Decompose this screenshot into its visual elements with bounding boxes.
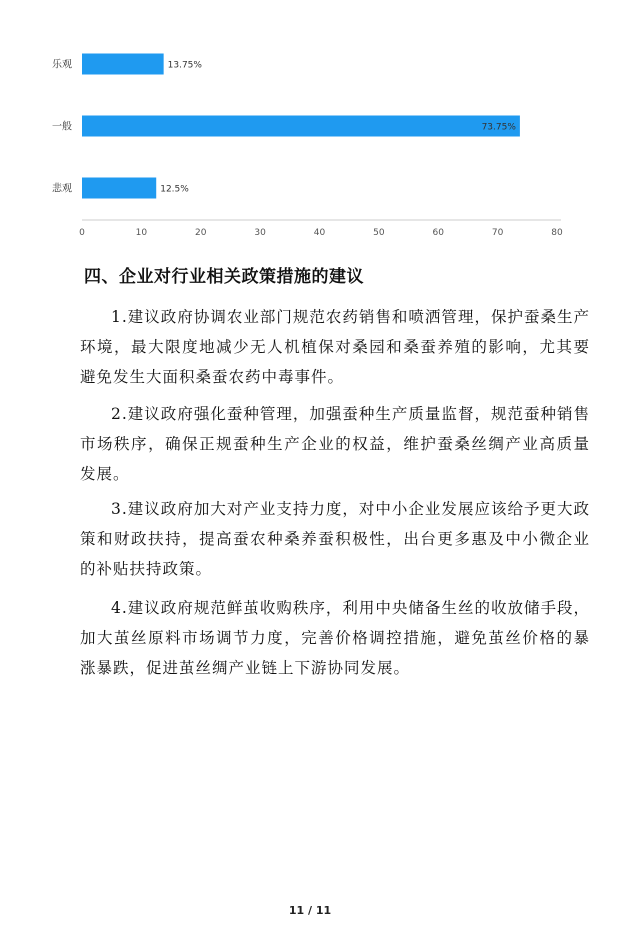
x-tick-label: 30 xyxy=(254,228,266,238)
paragraph-3: 3.建议政府加大对产业支持力度，对中小企业发展应该给予更大政策和财政扶持，提高蚕农种桑养蚕积极性，出台更多惠及中小微企业的补贴扶持政策。 xyxy=(80,500,590,578)
x-tick-label: 50 xyxy=(373,228,385,238)
x-tick-label: 0 xyxy=(79,228,85,238)
value-label: 73.75% xyxy=(481,122,516,133)
x-tick-label: 80 xyxy=(551,228,563,238)
category-label: 悲观 xyxy=(52,183,72,195)
paragraph-4: 4.建议政府规范鲜茧收购秩序，利用中央储备生丝的收放储手段，加大茧丝原料市场调节力度，完善价格调控措施，避免茧丝价格的暴涨暴跌，促进茧丝绸产业链上下游协同发展。 xyxy=(80,599,590,677)
category-label: 一般 xyxy=(52,121,72,133)
value-label: 13.75% xyxy=(167,60,202,71)
page-number: 11 / 11 xyxy=(288,904,332,917)
x-tick-label: 70 xyxy=(491,228,504,238)
survey-bar-chart xyxy=(0,0,620,250)
x-tick-label: 20 xyxy=(195,228,207,238)
category-label: 乐观 xyxy=(52,59,72,71)
x-tick-label: 10 xyxy=(135,228,148,238)
paragraph-2: 2.建议政府强化蚕种管理，加强蚕种生产质量监督，规范蚕种销售市场秩序，确保正规蚕种生产企业的权益，维护蚕桑丝绸产业高质量发展。 xyxy=(80,405,590,483)
x-tick-label: 60 xyxy=(432,228,444,238)
x-tick-label: 40 xyxy=(313,228,326,238)
section-heading: 四、企业对行业相关政策措施的建议 xyxy=(84,267,364,287)
paragraph-1: 1.建议政府协调农业部门规范农药销售和喷洒管理，保护蚕桑生产环境，最大限度地减少无人机植保对桑园和桑蚕养殖的影响，尤其要避免发生大面积桑蚕农药中毒事件。 xyxy=(80,308,590,386)
bar-1 xyxy=(82,116,520,137)
bar-2 xyxy=(82,178,156,199)
bar-0 xyxy=(82,54,164,75)
value-label: 12.5% xyxy=(160,184,189,195)
